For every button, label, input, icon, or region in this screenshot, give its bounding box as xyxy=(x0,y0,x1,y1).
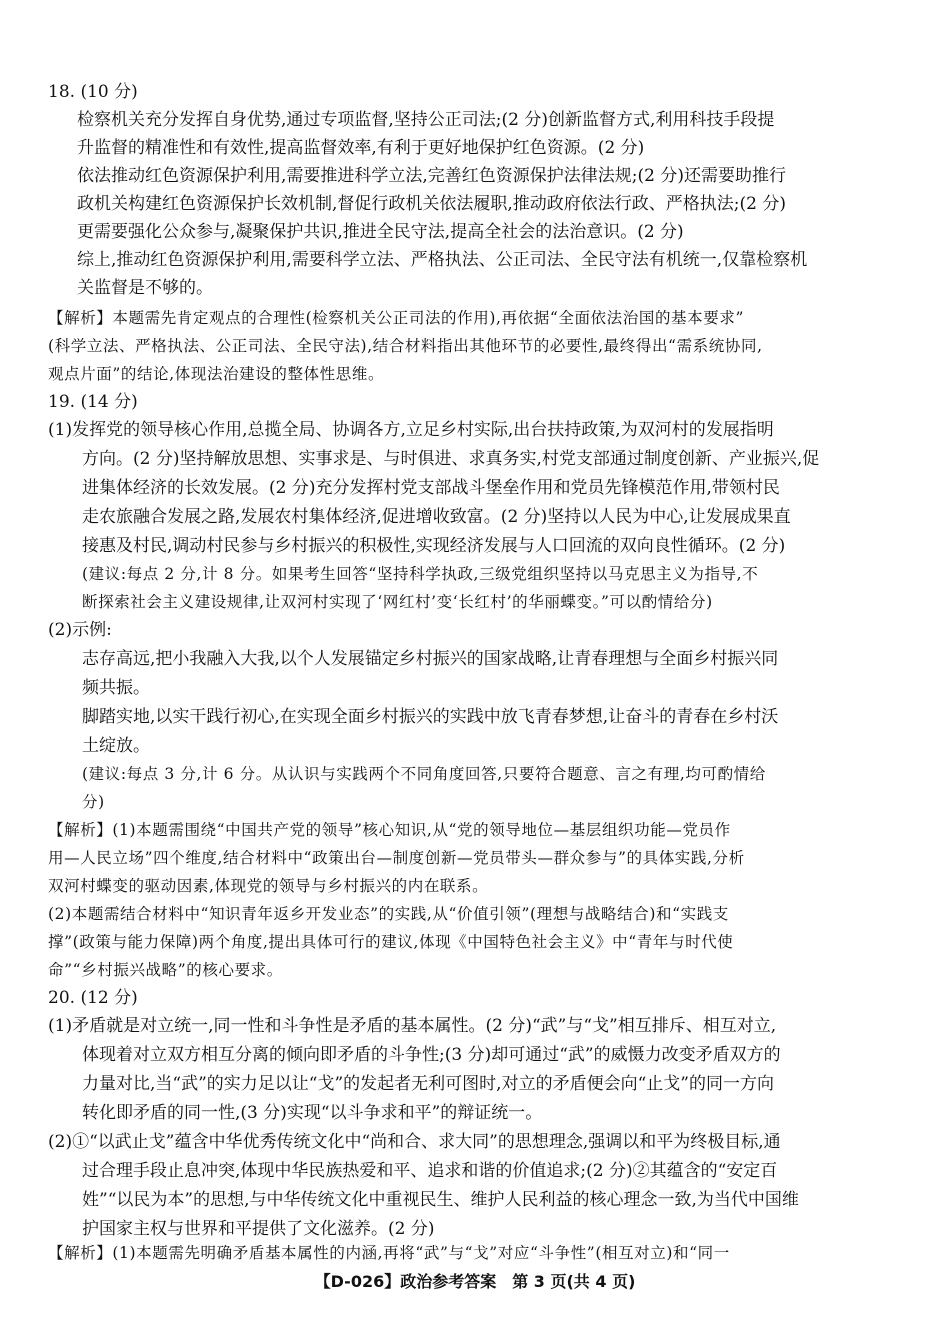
q19-p1-note: (建议:每点 2 分,计 8 分。如果考生回答“坚持科学执政,三级党组织坚持以马克思主义为指导,不 xyxy=(82,565,759,583)
page-footer: 【D-026】政治参考答案 第 3 页(共 4 页) xyxy=(314,1272,636,1291)
q20-p2-line: 护国家主权与世界和平提供了文化滋养。(2 分) xyxy=(82,1219,435,1239)
q20-p1-line: 转化即矛盾的同一性,(3 分)实现“以斗争求和平”的辩证统一。 xyxy=(82,1103,543,1123)
q19-analysis-line: 用—人民立场”四个维度,结合材料中“政策出台—制度创新—党员带头—群众参与”的具体实践,分析 xyxy=(48,849,745,867)
q20-p2-line: 过合理手段止息冲突,体现中华民族热爱和平、追求和谐的价值追求;(2 分)②其蕴含的“安定百 xyxy=(82,1161,778,1181)
q19-analysis-line: 【解析】(1)本题需围绕“中国共产党的领导”核心知识,从“党的领导地位—基层组织功能—党员作 xyxy=(48,821,731,839)
q20-p1-line: 力量对比,当“武”的实力足以让“戈”的发起者无利可图时,对立的矛盾便会向“止戈”的同一方向 xyxy=(82,1074,774,1094)
q20-title: 20. (12 分) xyxy=(48,988,138,1008)
q18-line: 综上,推动红色资源保护利用,需要科学立法、严格执法、公正司法、全民守法有机统一,仅靠检察机 xyxy=(77,250,808,270)
q19-p2-note: (建议:每点 3 分,计 6 分。从认识与实践两个不同角度回答,只要符合题意、言之有理,均可酌情给 xyxy=(82,765,766,783)
q19-analysis-line: 撑”(政策与能力保障)两个角度,提出具体可行的建议,体现《中国特色社会主义》中“青年与时代使 xyxy=(48,933,734,951)
q18-line: 升监督的精准性和有效性,提高监督效率,有利于更好地保护红色资源。(2 分) xyxy=(77,138,645,158)
q19-p1-line: 走农旅融合发展之路,发展农村集体经济,促进增收致富。(2 分)坚持以人民为中心,让发展成果直 xyxy=(82,507,791,527)
q19-title: 19. (14 分) xyxy=(48,392,138,412)
q19-p2-note: 分) xyxy=(82,793,105,811)
q19-p1-line: 接惠及村民,调动村民参与乡村振兴的积极性,实现经济发展与人口回流的双向良性循环。(2 分) xyxy=(82,536,786,556)
q18-analysis-line: 观点片面”的结论,体现法治建设的整体性思维。 xyxy=(48,365,385,383)
q20-p1-line: (1)矛盾就是对立统一,同一性和斗争性是矛盾的基本属性。(2 分)“武”与“戈”相互排斥、相互对立, xyxy=(48,1016,777,1036)
q18-line: 政机关构建红色资源保护长效机制,督促行政机关依法履职,推动政府依法行政、严格执法;(2 分) xyxy=(77,194,787,214)
q18-analysis-line: 【解析】本题需先肯定观点的合理性(检察机关公正司法的作用),再依据“全面依法治国的基本要求” xyxy=(48,309,744,327)
q18-line: 检察机关充分发挥自身优势,通过专项监督,坚持公正司法;(2 分)创新监督方式,利用科技手段提 xyxy=(77,110,775,130)
q19-p2-line: 志存高远,把小我融入大我,以个人发展锚定乡村振兴的国家战略,让青春理想与全面乡村振兴同 xyxy=(82,649,779,669)
q19-p1-note: 断探索社会主义建设规律,让双河村实现了‘网红村’变‘长红村’的华丽蝶变。”可以酌情给分) xyxy=(82,593,713,611)
q20-p1-line: 体现着对立双方相互分离的倾向即矛盾的斗争性;(3 分)却可通过“武”的威慑力改变矛盾双方的 xyxy=(82,1045,781,1065)
q20-p2-line: 姓”“以民为本”的思想,与中华传统文化中重视民生、维护人民利益的核心理念一致,为当代中国维 xyxy=(82,1190,799,1210)
q19-p2-line: (2)示例: xyxy=(48,620,112,640)
q18-analysis-line: (科学立法、严格执法、公正司法、全民守法),结合材料指出其他环节的必要性,最终得出“需系统协同, xyxy=(48,337,763,355)
q19-p1-line: 进集体经济的长效发展。(2 分)充分发挥村党支部战斗堡垒作用和党员先锋模范作用,带领村民 xyxy=(82,478,780,498)
q19-analysis-line: 命”“乡村振兴战略”的核心要求。 xyxy=(48,961,283,979)
q19-p2-line: 脚踏实地,以实干践行初心,在实现全面乡村振兴的实践中放飞青春梦想,让奋斗的青春在乡村沃 xyxy=(82,707,779,727)
q20-p2-line: (2)①“以武止戈”蕴含中华优秀传统文化中“尚和合、求大同”的思想理念,强调以和平为终极目标,通 xyxy=(48,1132,781,1152)
q19-analysis-line: 双河村蝶变的驱动因素,体现党的领导与乡村振兴的内在联系。 xyxy=(48,877,489,895)
q19-p2-line: 土绽放。 xyxy=(82,736,150,756)
q18-line: 关监督是不够的。 xyxy=(77,278,213,298)
q18-title: 18. (10 分) xyxy=(48,82,138,102)
q18-line: 依法推动红色资源保护利用,需要推进科学立法,完善红色资源保护法律法规;(2 分)还需要助推行 xyxy=(77,166,787,186)
q19-p2-line: 频共振。 xyxy=(82,678,150,698)
q19-p1-line: 方向。(2 分)坚持解放思想、实事求是、与时俱进、求真务实,村党支部通过制度创新、产业振兴,促 xyxy=(82,449,820,469)
q20-analysis-line: 【解析】(1)本题需先明确矛盾基本属性的内涵,再将“武”与“戈”对应“斗争性”(相互对立)和“同一 xyxy=(48,1244,730,1262)
q19-p1-line: (1)发挥党的领导核心作用,总揽全局、协调各方,立足乡村实际,出台扶持政策,为双河村的发展指明 xyxy=(48,420,774,440)
q19-analysis-line: (2)本题需结合材料中“知识青年返乡开发业态”的实践,从“价值引领”(理想与战略结合)和“实践支 xyxy=(48,905,729,923)
q18-line: 更需要强化公众参与,凝聚保护共识,推进全民守法,提高全社会的法治意识。(2 分) xyxy=(77,222,684,242)
